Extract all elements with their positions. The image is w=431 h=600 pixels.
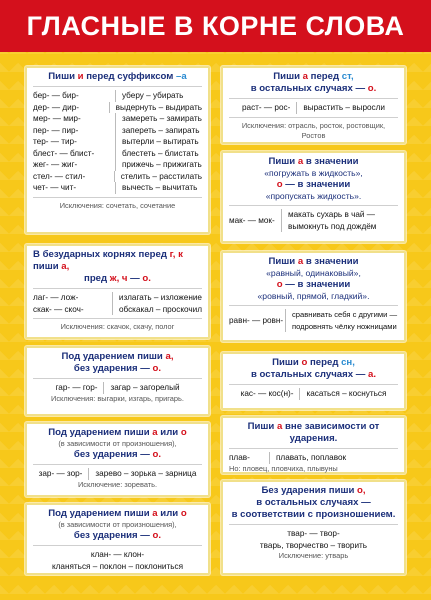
page-title: ГЛАСНЫЕ В КОРНЕ СЛОВА <box>26 10 405 41</box>
root-pair: тер- — тир- <box>33 137 77 146</box>
card-kas-kos <box>221 352 406 410</box>
exceptions-note: Но: пловец, пловчиха, плывуны <box>229 463 338 473</box>
rule-row <box>33 182 202 194</box>
card-subtitle-2: «ровный, прямой, гладкий». <box>257 291 370 301</box>
rule-row <box>33 304 202 316</box>
rule-row <box>33 136 202 148</box>
rule-row <box>33 125 202 137</box>
rule-rows <box>33 292 202 315</box>
card-tvar-tvor <box>221 480 406 575</box>
card-title: Пиши а вне зависимости от ударения. <box>247 421 380 444</box>
root-pair: мер- — мир- <box>33 114 81 123</box>
example-row: гар- — гор- загар – загорелый <box>55 383 180 392</box>
example-words: уберу – убирать <box>115 90 202 102</box>
example-root: твар- — твор- <box>287 529 340 538</box>
divider <box>229 384 398 385</box>
rule-rows <box>33 90 202 194</box>
example-words: замереть – замирать <box>115 113 202 125</box>
divider <box>229 524 398 525</box>
exceptions-note: Исключения: сочетать, сочетание <box>59 200 176 210</box>
card-subtitle: (в зависимости от произношения), <box>58 520 177 529</box>
divider <box>229 448 398 449</box>
divider <box>33 318 202 319</box>
example-row: кас- — кос(н)- касаться – коснуться <box>240 389 387 398</box>
rule-row <box>33 159 202 171</box>
root-pair: бер- — бир- <box>33 91 79 100</box>
card-title-line2: в остальных случаях — а. <box>250 369 377 380</box>
rule-row <box>33 102 202 114</box>
example-words: запереть – запирать <box>115 125 202 137</box>
example-root: клан- — клон- <box>90 550 145 559</box>
card-title: Под ударением пиши а или о <box>48 427 187 438</box>
card-title-line2: пред ж, ч — о. <box>84 273 151 284</box>
card-title-line2: без ударения — о. <box>73 449 162 460</box>
divider <box>229 205 398 206</box>
exceptions-note: Исключения: скачок, скачу, полог <box>60 322 175 331</box>
example-row: равн- — ровн- сравнивать себя с другими — подровнять чёлку ножницами <box>229 310 398 331</box>
example-row: зар- — зор- зарево – зорька – зарница <box>38 469 197 478</box>
divider <box>33 378 202 379</box>
example-words: вычесть – вычитать <box>115 182 202 194</box>
divider <box>229 305 398 306</box>
card-title: Пиши и перед суффиксом –а <box>48 71 187 82</box>
example-row: раст- — рос- вырастить – выросли <box>241 103 385 112</box>
card-title: Пиши а в значении <box>268 156 359 167</box>
card-title: Пиши а в значении <box>268 256 359 267</box>
example-words: излагать – изложение <box>112 292 202 304</box>
card-subtitle-2: «пропускать жидкость». <box>265 191 362 201</box>
card-title: Под ударением пиши а, <box>61 351 174 362</box>
example-words: вытерли – вытирать <box>115 136 202 148</box>
card-title: В безударных корнях перед г, к пиши а, <box>33 249 183 272</box>
card-mak-mok <box>221 151 406 243</box>
rule-row <box>33 90 202 102</box>
card-title-line2: о — в значении <box>276 179 351 190</box>
card-title-line3: в соответствии с произношением. <box>231 509 396 520</box>
card-title-line2: без ударения — о. <box>73 363 162 374</box>
example-words: обскакал – проскочил <box>112 304 202 316</box>
card-suffix-a <box>25 66 210 234</box>
card-title: Пиши о перед сн, <box>272 357 355 368</box>
example-words: стелить – расстилать <box>114 171 202 183</box>
card-rast-ros <box>221 66 406 144</box>
rule-row <box>33 292 202 304</box>
example-words: блестеть – блистать <box>115 148 202 160</box>
root-pair: блест- — блист- <box>33 148 95 158</box>
header-banner <box>0 0 431 52</box>
root-pair: стел- — стил- <box>33 171 86 181</box>
divider <box>33 545 202 546</box>
card-title-line2: в остальных случаях — <box>256 497 371 508</box>
divider <box>33 288 202 289</box>
card-title: Пиши а перед ст, <box>273 71 354 82</box>
card-title-line2: о — в значении <box>276 279 351 290</box>
card-subtitle: «погружать в жидкость», <box>264 168 363 178</box>
divider <box>33 197 202 198</box>
divider <box>229 98 398 99</box>
example-words: прижечь – прижигать <box>115 159 202 171</box>
example-words: кланяться – поклон – поклониться <box>51 561 184 571</box>
root-pair: жег- — жиг- <box>33 160 78 169</box>
card-gar-gor <box>25 346 210 416</box>
root-pair: скак- — скоч- <box>33 304 84 314</box>
rule-row <box>33 148 202 160</box>
exceptions-note: Исключение: зоревать. <box>77 479 158 489</box>
card-subtitle: «равный, одинаковый», <box>266 268 361 278</box>
example-row: мак- — мок- макать сухарь в чай — вымокнуть под дождём <box>229 209 398 232</box>
root-pair: дер- — дир- <box>33 102 79 112</box>
example-words: выдернуть – выдирать <box>109 102 202 114</box>
exceptions-note: Исключения: выгарки, изгарь, пригарь. <box>51 393 184 403</box>
card-title-line2: в остальных случаях — о. <box>250 83 377 94</box>
divider <box>33 464 202 465</box>
card-title: Под ударением пиши а или о <box>48 508 187 519</box>
root-pair: лаг- — лож- <box>33 293 79 302</box>
rule-row <box>33 113 202 125</box>
divider <box>33 86 202 87</box>
card-g-k <box>25 244 210 339</box>
example-words: тварь, творчество – творить <box>259 540 368 550</box>
root-pair: пер- — пир- <box>33 125 79 135</box>
card-title-line2: без ударения — о. <box>73 530 162 541</box>
card-zar-zor <box>25 422 210 497</box>
root-pair: чет- — чит- <box>33 183 77 192</box>
exceptions-note: Исключение: утварь <box>278 551 349 560</box>
card-plav <box>221 416 406 474</box>
card-subtitle: (в зависимости от произношения), <box>58 439 177 448</box>
example-row: плав- плавать, поплавок <box>229 452 398 464</box>
card-title: Без ударения пиши о, <box>261 485 366 496</box>
exceptions-note: Исключения: отрасль, росток, ростовщик, Ростов <box>241 120 386 140</box>
card-klan-klon <box>25 503 210 575</box>
rule-row <box>33 171 202 183</box>
card-ravn-rovn <box>221 251 406 342</box>
divider <box>229 117 398 118</box>
